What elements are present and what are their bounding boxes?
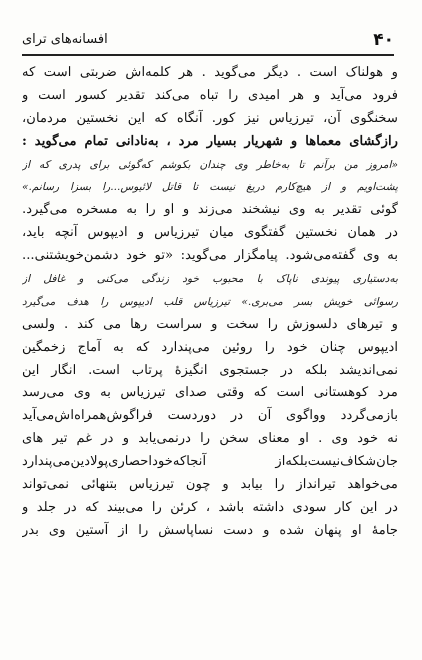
header-rule: [22, 54, 394, 56]
text-line: نه خود وی . او معنای سخن را درنمی‌یابد و در غم تیر های: [22, 431, 398, 447]
text-line: ادیپوس چنان خود را روئین می‌پندارد که به آماج زخمگین: [22, 339, 398, 355]
text-line: و تیرهای دلسوزش را سخت و سراست رها می کند . ولسی: [22, 316, 398, 332]
text-line: گوئی تقدیر به وی نیشخند می‌زند و او را به مسخره می‌گیرد.: [22, 202, 398, 218]
text-line: نمی‌اندیشد بلکه در جستجوی انگیزهٔ پرتاب است. انگار این: [22, 362, 398, 378]
quote-line: به‌دستیاری پیوندی ناپاک با محبوب خود زندگی می‌کنی و غافل از: [22, 273, 398, 286]
text-line: فرود می‌آید و هر امیدی را تباه می‌کند تقدیر کسور است و: [22, 87, 398, 103]
text-line: به وی گفته‌می‌شود. پیامگزار می‌گوید: «تو خود دشمن‌خویشتنی...: [22, 248, 398, 264]
text-line: مرد کوهستانی است که وقتی صدای تیرزیاس به وی می‌رسد: [22, 385, 398, 401]
page-header: [22, 24, 394, 50]
body-text: [22, 62, 398, 543]
page-number: ۴۰: [373, 30, 394, 50]
text-line: بازمی‌گردد وواگوی آن در دوردست فراگوش‌همراه‌اش‌می‌آید: [22, 408, 398, 424]
text-line: در این کار سودی داشته باشد ، کرئن را می‌بیند که در جلد و: [22, 499, 398, 515]
text-line: و هولناک است . دیگر می‌گوید . هر کلمه‌اش ضربتی است که: [22, 65, 398, 80]
text-line: رازگشای معماها و شهریار بسیار مرد ، به‌نادانی تمام می‌گوید :: [22, 133, 398, 149]
quote-line: «امروز من برآنم تا به‌خاطر وی چندان بکوشم که‌گوئی برای پدری که از: [22, 158, 398, 171]
text-line: سخنگوی آن، تیرزیاس نیز کور. آنگاه که این نخستین مردمان،: [22, 110, 398, 126]
quote-line: پشت‌اویم و از هیچ‌کارم دریغ نیست تا قاتل لائیوس...را بسزا رسانم.»: [22, 181, 398, 194]
running-title: افسانه‌های ترای: [22, 32, 108, 47]
text-line: می‌خواهد تیرانداز را بیابد و چون تیرزیاس بتنهائی نمی‌تواند: [22, 477, 398, 493]
quote-line: رسوائی خویش بسر می‌بری.» تیرزیاس قلب ادیپوس را هدف می‌گیرد: [22, 295, 398, 308]
text-line: در همان نخستین گفتگوی میان تیرزیاس و ادیپوس آنچه باید،: [22, 225, 398, 241]
text-line: جان‌شکاف‌نیست‌بلکه‌از آنجاکه‌خوداحصاری‌پولادین‌می‌پندارد: [22, 454, 398, 470]
text-line: جامهٔ او پنهان شده و دست نساپاسش را از آستین وی بدر: [22, 522, 398, 538]
